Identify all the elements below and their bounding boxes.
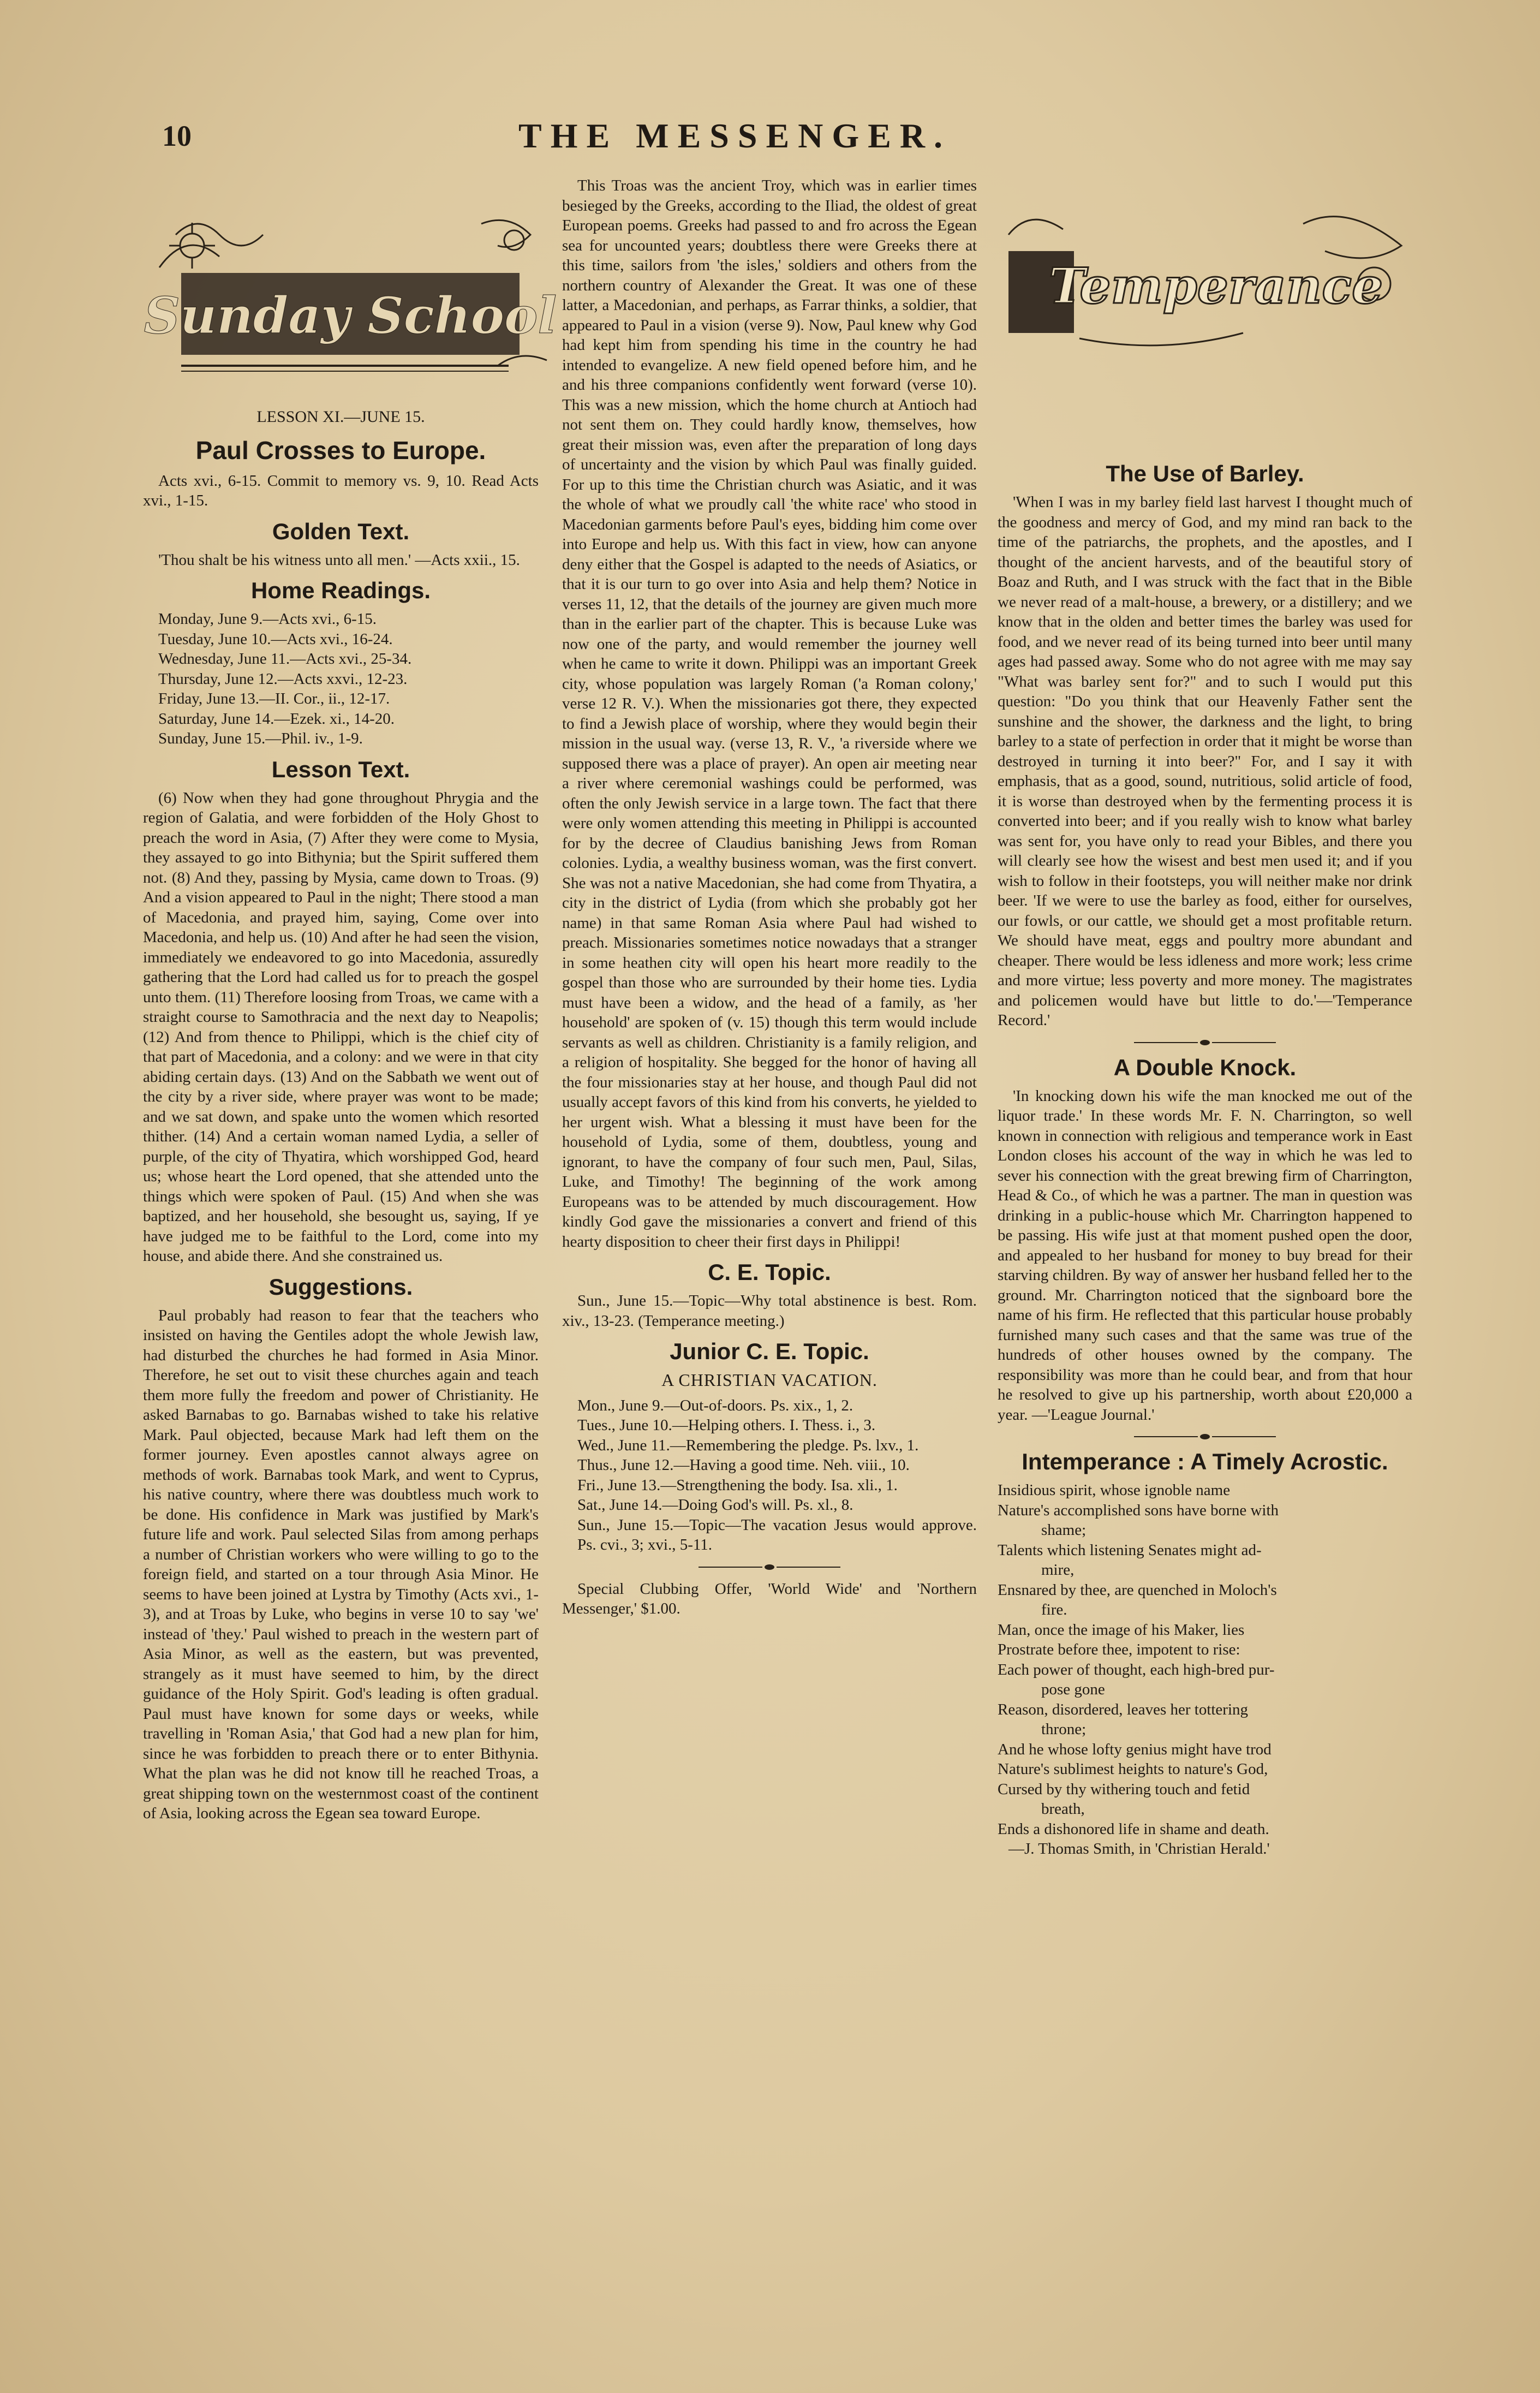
masthead-title: THE MESSENGER. [518,116,952,155]
home-reading-item: Wednesday, June 11.—Acts xvi., 25-34. [158,650,412,668]
memory-note: Acts xvi., 6-15. Commit to memory vs. 9, 10. Read Acts xvi., 1-15. [143,472,539,509]
junior-topic-item: Fri., June 13.—Strengthening the body. Isa. xli., 1. [577,1476,898,1494]
poem-line-continuation: throne; [1041,1721,1087,1738]
home-reading-item: Thursday, June 12.—Acts xxvi., 12-23. [158,670,408,688]
poem-line: Nature's sublimest heights to nature's God, [998,1760,1268,1778]
home-readings-heading: Home Readings. [250,578,431,603]
poem-line-continuation: mire, [1041,1561,1075,1579]
golden-text-heading: Golden Text. [272,518,410,544]
home-reading-item: Monday, June 9.—Acts xvi., 6-15. [158,610,377,628]
poem-line: Talents which listening Senates might ad- [998,1541,1262,1559]
home-reading-item: Saturday, June 14.—Ezek. xi., 14-20. [158,710,395,728]
suggestions-heading: Suggestions. [268,1273,413,1300]
page-number: 10 [162,120,192,152]
ce-topic-text: Sun., June 15.—Topic—Why total abstinence is best. Rom. xiv., 13-23. (Temperance meeting.) [562,1292,977,1330]
double-knock-heading: A Double Knock. [1113,1054,1297,1080]
poem-line: Ensnared by thee, are quenched in Moloch's [998,1581,1277,1599]
acrostic-heading: Intemperance : A Timely Acrostic. [1022,1449,1388,1474]
barley-text: 'When I was in my barley field last harvest I thought much of the goodness and mercy of God, and my mind ran back to the time of the patriarchs, the prophets, and the apostles, and I thought of the ancient harvests, and of the beautiful story of Boaz and Ruth, and I was struck with the fact that in the Bible we never read of a malt-house, a brewery, or a distillery; and we know that in the olden and better times the barley was used for food, and we never read of its being turned into beer until many ages had passed away. Some who do not agree with me may say "What was barley sent for?" and to such I would put this question: "Do you think that our Heavenly Father sent the sunshine and the shower, the darkness and the light, to bring barley to a state of perfection in order that it might be worse than destroyed in turning it into beer?" For, and I say it with emphasis, that as a good, sound, nutritious, solid article of food, it is worse than destroyed when by the fermenting process it is converted into beer; and if you really wish to know what barley was sent for, you have only to read your Bibles, and there you will clearly see how the wisest and best men used it; and if you wish to follow in their footsteps, you will neither make nor drink beer. 'If we were to use the barley as food, either for ourselves, our fowls, or our cattle, we should get a most profitable return. We should have meat, eggs and poultry more abundant and cheaper. There would be less idleness and more work; less crime and more virtue; less poverty and more money. The magistrates and policemen would have but little to do.'—'Temperance Record.' [998,493,1412,1029]
home-reading-item: Friday, June 13.—II. Cor., ii., 12-17. [158,690,390,707]
poem-line: Prostrate before thee, impotent to rise: [998,1641,1240,1658]
home-readings-list [143,609,539,749]
double-knock-text: 'In knocking down his wife the man knocked me out of the liquor trade.' In these words Mr. F. N. Charrington, so well known in connection with religious and temperance work in East London closes his account of the way in which he was led to sever his connection with the great brewing firm of Charrington, Head & Co., of which he was a partner. The man in question was drinking in a public-house which Mr. Charrington happened to be passing. His wife just at that moment pushed open the door, and appealed to her husband for money to buy bread for their starving children. By way of answer her husband felled her to the ground. Mr. Charrington noticed that the signboard bore the name of his firm. He reflected that this particular house probably furnished many such cases and that the same was true of the hundreds of other houses owned by the company. The responsibility was more than he could bear, and from that hour he resolved to give up his partnership, worth about £20,000 a year. —'League Journal.' [998,1087,1412,1424]
poem-line: Ends a dishonored life in shame and death. [998,1820,1269,1838]
junior-ce-subheading: A CHRISTIAN VACATION. [661,1370,878,1390]
lesson-title: Paul Crosses to Europe. [195,436,486,465]
home-reading-item: Sunday, June 15.—Phil. iv., 1-9. [158,730,363,747]
junior-topic-item: Thus., June 12.—Having a good time. Neh. viii., 10. [577,1456,910,1474]
temperance-logo-text: Temperance [1048,257,1383,315]
section-divider [1134,1039,1276,1046]
junior-topic-item: Mon., June 9.—Out-of-doors. Ps. xix., 1, 2. [577,1396,853,1414]
golden-text: 'Thou shalt be his witness unto all men.' —Acts xxii., 15. [158,551,520,569]
poem-line: Reason, disordered, leaves her tottering [998,1700,1249,1718]
home-reading-item: Tuesday, June 10.—Acts xvi., 16-24. [158,630,393,648]
suggestions-text: Paul probably had reason to fear that the teachers who insisted on having the Gentiles adopt the whole Jewish law, had disturbed the churches he had formed in Asia Minor. Therefore, he set out to visit these churches again and teach them more fully the freedom and power of Christianity. He asked Barnabas to go. Barnabas wished to take his relative Mark. Paul objected, because Mark had left them on the former journey. Even apostles cannot always agree on methods of work. Barnabas took Mark, and went to Cyprus, his native country, where there was doubtless much work to be done. His confidence in Mark was justified by Mark's future life and work. Paul selected Silas from among perhaps a number of Christian workers who were willing to go to the foreign field, and started on a tour through Asia Minor. He seems to have been joined at Lystra by Timothy (Acts xvi., 1-3), and at Troas by Luke, who begins in verse 10 to say 'we' instead of 'they.' Paul wished to preach in the western part of Asia Minor, as well as the eastern, but was prevented, strangely as it must have seemed to him, by the direct guidance of the Holy Spirit. God's leading is often gradual. Paul must have known for some days or weeks, while travelling in 'Roman Asia,' that God had a new plan for him, since he was forbidden to preach there or to enter Bithynia. What the plan was he did not know till he reached Troas, a great shipping town on the westernmost coast of the continent of Asia, looking across the Egean sea toward Europe. [143,1306,539,1822]
poem-line-continuation: pose gone [1041,1681,1105,1698]
poem-line: Nature's accomplished sons have borne with [998,1501,1279,1519]
sunday-school-logo-text: Sunday School [144,286,557,345]
temperance-logo [998,202,1412,360]
poem-line-continuation: shame; [1041,1521,1087,1539]
poem-line-continuation: breath, [1041,1800,1085,1818]
junior-ce-heading: Junior C. E. Topic. [670,1338,869,1364]
clubbing-offer: Special Clubbing Offer, 'World Wide' and 'Northern Messenger,' $1.00. [562,1580,977,1617]
poem-line: And he whose lofty genius might have trod [998,1740,1272,1758]
junior-topic-item: Tues., June 10.—Helping others. I. Thess. i., 3. [577,1416,876,1434]
column-temperance [998,453,1412,1859]
poem-line: Insidious spirit, whose ignoble name [998,1481,1231,1499]
lesson-text: (6) Now when they had gone throughout Phrygia and the region of Galatia, and were forbidden of the Holy Ghost to preach the word in Asia, (7) After they were come to Mysia, they assayed to go into Bithynia; but the Spirit suffered them not. (8) And they, passing by Mysia, came down to Troas. (9) And a vision appeared to Paul in the night; There stood a man of Macedonia, and prayed him, saying, Come over into Macedonia, and help us. (10) And after he had seen the vision, immediately we endeavored to go into Macedonia, assuredly gathering that the Lord had called us for to preach the gospel unto them. (11) Therefore loosing from Troas, we came with a straight course to Samothracia and the next day to Neapolis; (12) And from thence to Philippi, which is the chief city of that part of Macedonia, and a colony: and we were in that city abiding certain days. (13) And on the Sabbath we went out of the city by a river side, where prayer was wont to be made; and we sat down, and spake unto the women which resorted thither. (14) And a certain woman named Lydia, a seller of purple, of the city of Thyatira, which worshipped God, heard us; whose heart the Lord opened, that she attended unto the things which were spoken of Paul. (15) And when she was baptized, and her household, she besought us, saying, If ye have judged me to be faithful to the Lord, come into my house, and abide there. And she constrained us. [143,789,539,1265]
column-middle [562,176,977,1623]
section-divider [1134,1433,1276,1440]
section-divider [699,1564,840,1570]
troas-text: This Troas was the ancient Troy, which was in earlier times besieged by the Greeks, according to the Iliad, the oldest of great European poems. Greeks had passed to and fro across the Egean sea for uncounted years; doubtless there were Greeks there at this time, sailors from 'the isles,' soldiers and others from the northern country of Alexander the Great. It was one of these latter, a Macedonian, and perhaps, as Farrar thinks, a soldier, that appeared to Paul in a vision (verse 9). Now, Paul knew why God had kept him from spending his time in the country he had intended to evangelize. A new field opened before him, and he and his three companions confidently went forward (verse 10). This was a new mission, which the home church at Antioch had not sent them on. They could hardly know, themselves, how great their mission was, even after the preparation of long days of uncertainty and the vision by which Paul was finally guided. For up to this time the Christian church was Asiatic, and it was the whole of what we proudly call 'the white race' who stood in Macedonian garments before Paul's eyes, bidding him come over into Europe and help us. With this fact in view, how can anyone deny either that the Gospel is adapted to the needs of Asiatics, or that it is our turn to go over into Asia and help them? Notice in verses 11, 12, that the details of the journey are given much more than in the earlier part of the chapter. This is because Luke was now one of the party, and would remember the journey well when he came to write it down. Philippi was an important Greek city, whose population was largely Roman ('a Roman colony,' verse 12 R. V.). When the missionaries got there, they expected to find a Jewish place of worship, where they would begin their mission in the usual way. (verse 13, R. V., 'a riverside where we supposed there was a place of prayer). An open air meeting near a river where ceremonial washings could be performed, was often the only Jewish service in a large town. The fact that there were only women attending this meeting in Philippi is accounted for by the decree of Claudius banishing Jews from Roman colonies. Lydia, a wealthy business woman, was the first convert. She was not a native Macedonian, she had come from Thyatira, a city in the district of Lydia (from which she probably got her name) in that same Roman Asia where Paul had wished to preach. Missionaries sometimes notice nowadays that a stranger in some heathen city will open his heart more readily to the gospel than those who are surrounded by their home ties. Lydia must have been a widow, and the head of a family, as 'her household' are spoken of (v. 15) though this term would include servants as well as children. Christianity is a family religion, and a religion of hospitality. She begged for the honor of having all the four missionaries stay at her house, and though Paul did not usually accept favors of this kind from his converts, he yielded to her urgent wish. What a blessing it must have been for the household of Lydia, some of them, doubtless, young and ignorant, to have the company of four such men, Paul, Silas, Luke, and Timothy! The beginning of the work among Europeans was to be attended by much discouragement. How kindly God gave the missionaries a convert and friend of this hearty disposition to cheer their first days in Philippi! [562,177,977,1251]
junior-topic-item: Wed., June 11.—Remembering the pledge. Ps. lxv., 1. [577,1436,919,1454]
poem-line: Each power of thought, each high-bred pur- [998,1660,1275,1678]
barley-heading: The Use of Barley. [1106,461,1304,486]
ce-topic-heading: C. E. Topic. [708,1259,831,1285]
acrostic-poem [998,1480,1412,1859]
poem-line: Man, once the image of his Maker, lies [998,1621,1245,1639]
lesson-label: LESSON XI.—JUNE 15. [256,408,425,426]
poem-line-continuation: fire. [1041,1601,1067,1618]
junior-topic-item: Sat., June 14.—Doing God's will. Ps. xl., 8. [577,1496,853,1514]
sunday-school-logo [143,202,558,396]
column-sunday-school [143,404,539,1828]
poem-credit: —J. Thomas Smith, in 'Christian Herald.' [1008,1840,1270,1858]
lesson-text-heading: Lesson Text. [271,756,410,782]
junior-topic-item: Sun., June 15.—Topic—The vacation Jesus would approve. Ps. cvi., 3; xvi., 5-11. [577,1516,977,1553]
poem-line: Cursed by thy withering touch and fetid [998,1780,1250,1798]
junior-topic-list [562,1396,977,1555]
